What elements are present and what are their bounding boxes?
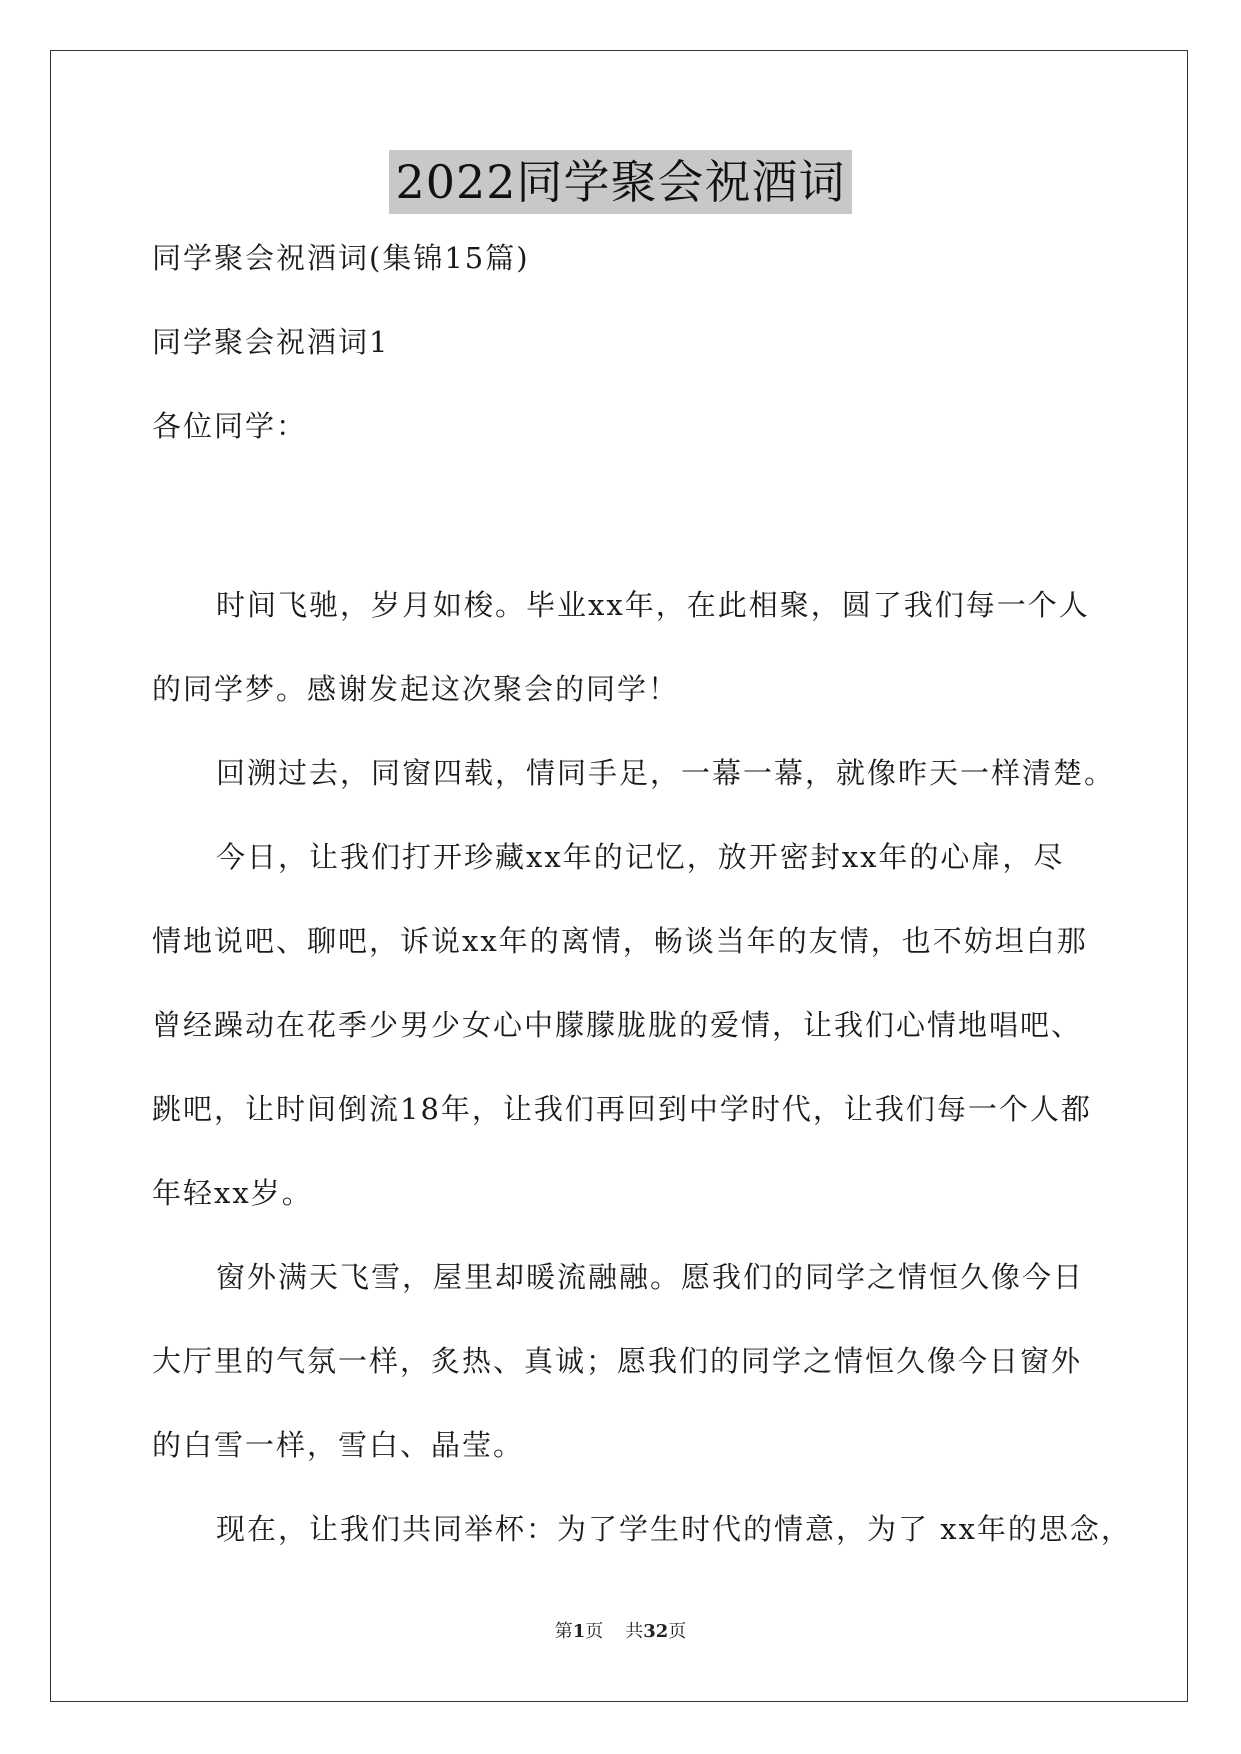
paragraph-line: 跳吧，让时间倒流18年，让我们再回到中学时代，让我们每一个人都 xyxy=(152,1092,1092,1126)
page-suffix: 页 xyxy=(585,1621,604,1642)
page-number: 1 xyxy=(572,1621,586,1642)
paragraph-line: 的白雪一样，雪白、晶莹。 xyxy=(152,1428,525,1462)
total-prefix: 共 xyxy=(625,1621,644,1642)
page-prefix: 第 xyxy=(554,1621,573,1642)
paragraph-line: 今日，让我们打开珍藏xx年的记忆，放开密封xx年的心扉，尽 xyxy=(216,840,1065,874)
page-footer xyxy=(0,1617,1241,1643)
paragraph-line: 曾经躁动在花季少男少女心中朦朦胧胧的爱情，让我们心情地唱吧、 xyxy=(152,1008,1083,1042)
paragraph-line: 回溯过去，同窗四载，情同手足，一幕一幕，就像昨天一样清楚。 xyxy=(216,756,1116,790)
paragraph-line: 时间飞驰，岁月如梭。毕业xx年，在此相聚，圆了我们每一个人 xyxy=(216,588,1090,622)
paragraph-line: 年轻xx岁。 xyxy=(152,1176,313,1210)
total-suffix: 页 xyxy=(668,1621,687,1642)
page-total: 32 xyxy=(643,1621,669,1642)
paragraph-line: 窗外满天飞雪，屋里却暖流融融。愿我们的同学之情恒久像今日 xyxy=(216,1260,1085,1294)
paragraph-line: 大厅里的气氛一样，炙热、真诚；愿我们的同学之情恒久像今日窗外 xyxy=(152,1344,1083,1378)
document-title: 2022同学聚会祝酒词 xyxy=(389,150,851,214)
title-container xyxy=(0,150,1241,214)
paragraph-line: 的同学梦。感谢发起这次聚会的同学！ xyxy=(152,672,680,706)
salutation: 各位同学： xyxy=(152,409,308,443)
paragraph-line: 情地说吧、聊吧，诉说xx年的离情，畅谈当年的友情，也不妨坦白那 xyxy=(152,924,1088,958)
paragraph-line: 现在，让我们共同举杯：为了学生时代的情意，为了 xx年的思念， xyxy=(216,1512,1132,1546)
document-subtitle: 同学聚会祝酒词(集锦15篇) xyxy=(152,241,530,275)
section-heading: 同学聚会祝酒词1 xyxy=(152,325,390,359)
